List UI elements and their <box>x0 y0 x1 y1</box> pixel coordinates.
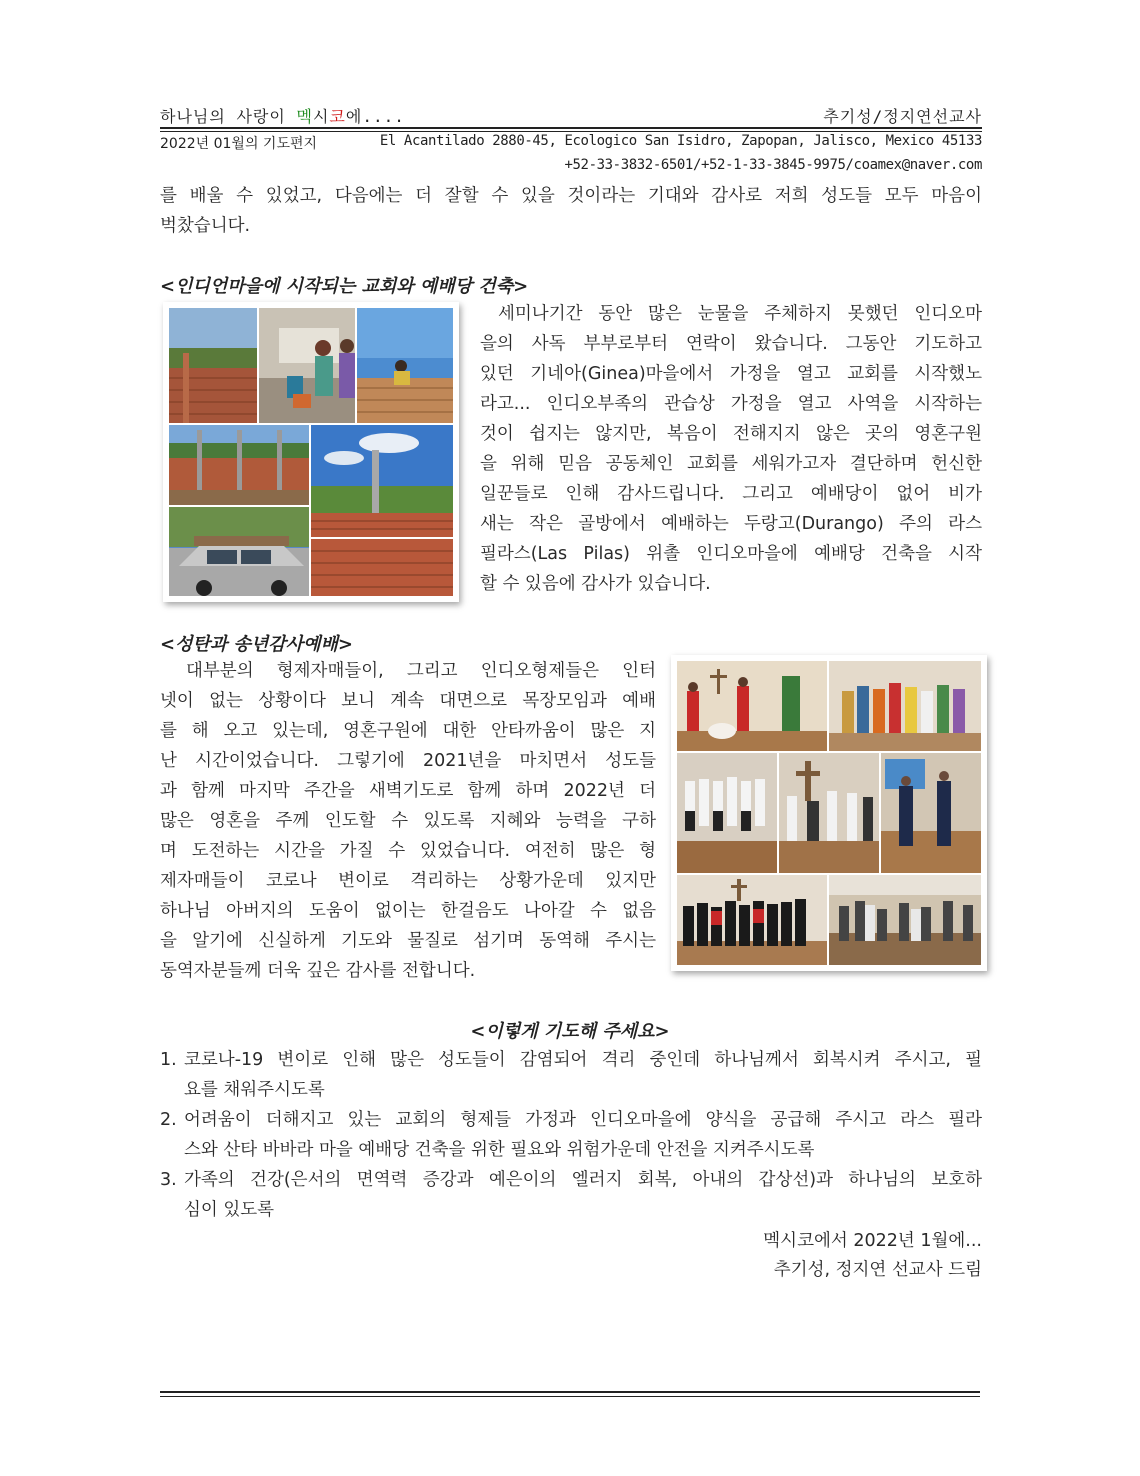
paragraph-line: 것이 쉽지는 않지만, 복음이 전해지지 않은 곳의 영혼구원 <box>480 424 982 444</box>
paragraph-line: 있던 기네아(Ginea)마을에서 가정을 열고 교회를 시작했노 <box>480 364 982 384</box>
letter-title <box>160 104 405 127</box>
signature-place-date: 멕시코에서 2022년 1월에... <box>763 1231 982 1251</box>
letter-subheader <box>160 133 982 153</box>
paragraph-line: 세미나기간 동안 많은 눈물을 주체하지 못했던 인디오마 <box>498 304 982 324</box>
header-divider <box>160 127 982 129</box>
prayer-item <box>160 1165 982 1225</box>
section-title-church-building: <인디언마을에 시작되는 교회와 예배당 건축> <box>160 276 529 297</box>
paragraph-line: 필라스(Las Pilas) 위촐 인디오마을에 예배당 건축을 시작 <box>480 544 982 564</box>
signature-names: 추기성, 정지연 선교사 드림 <box>773 1260 982 1280</box>
christmas-service-photo-collage <box>671 655 987 971</box>
paragraph-line: 라고... 인디오부족의 관습상 가정을 열고 사역을 시작하는 <box>480 394 982 414</box>
intro-line: 벅찼습니다. <box>160 216 251 236</box>
paragraph-line: 일꾼들로 인해 감사드립니다. 그리고 예배당이 없어 비가 <box>480 484 982 504</box>
letter-authors: 추기성/정지연선교사 <box>823 107 982 126</box>
paragraph-line: 를 해 오고 있는데, 영혼구원에 대한 안타까움이 많은 지 <box>160 721 656 741</box>
paragraph-line: 넷이 없는 상황이다 보니 계속 대면으로 목장모임과 예배 <box>160 691 656 711</box>
prayer-item-line: 가족의 건강(은서의 면역력 증강과 예은이의 엘러지 회복, 아내의 갑상선)과 하나님의 보호하 <box>184 1170 982 1190</box>
christmas-service-paragraph <box>160 656 656 986</box>
construction-collage-image <box>169 308 453 596</box>
mailing-address: El Acantilado 2880-45, Ecologico San Isidro, Zapopan, Jalisco, Mexico 45133 <box>379 133 982 149</box>
section-title-christmas-service: <성탄과 송년감사예배> <box>160 634 353 655</box>
christmas-collage-image <box>677 661 981 965</box>
paragraph-line: 을 알기에 신실하게 기도와 물질로 섬기며 동역해 주시는 <box>160 931 656 951</box>
prayer-item-line: 코로나-19 변이로 인해 많은 성도들이 감염되어 격리 중인데 하나님께서 회복시켜 주시고, 필 <box>184 1050 982 1070</box>
contact-info: +52-33-3832-6501/+52-1-33-3845-9975/coamex@naver.com <box>564 157 982 173</box>
title-prefix: 하나님의 사랑이 <box>160 107 297 126</box>
prayer-item-number: 3. <box>160 1170 177 1190</box>
title-red-char: 코 <box>329 107 346 126</box>
prayer-item <box>160 1105 982 1165</box>
title-suffix: 에.... <box>345 107 405 126</box>
prayer-requests-title: <이렇게 기도해 주세요> <box>470 1021 670 1042</box>
paragraph-line: 하나님 아버지의 도움이 없이는 한걸음도 나아갈 수 없음 <box>160 901 656 921</box>
paragraph-line: 대부분의 형제자매들이, 그리고 인디오형제들은 인터 <box>186 661 656 681</box>
paragraph-line: 제자매들이 코로나 변이로 격리하는 상황가운데 있지만 <box>160 871 656 891</box>
footer-divider <box>160 1391 980 1393</box>
paragraph-line: 을 위해 믿음 공동체인 교회를 세워가고자 결단하며 헌신한 <box>480 454 982 474</box>
paragraph-line: 을의 사독 부부로부터 연락이 왔습니다. 그동안 기도하고 <box>480 334 982 354</box>
prayer-item-number: 2. <box>160 1110 177 1130</box>
paragraph-line: 새는 작은 골방에서 예배하는 두랑고(Durango) 주의 라스 <box>480 514 982 534</box>
prayer-item-line: 요를 채워주시도록 <box>184 1080 325 1100</box>
footer-divider-thin <box>160 1396 980 1397</box>
prayer-item-line: 스와 산타 바바라 마을 예배당 건축을 위한 필요와 위험가운데 안전을 지켜주시도록 <box>184 1140 815 1160</box>
title-mid-char: 시 <box>312 107 330 126</box>
contact-row <box>160 157 982 177</box>
church-building-paragraph <box>480 299 982 599</box>
letter-label: 2022년 01월의 기도편지 <box>160 136 318 152</box>
intro-paragraph <box>160 181 982 241</box>
intro-line: 를 배울 수 있었고, 다음에는 더 잘할 수 있을 것이라는 기대와 감사로 저희 성도들 모두 마음이 <box>160 186 982 206</box>
prayer-item <box>160 1045 982 1105</box>
paragraph-line: 많은 영혼을 주께 인도할 수 있도록 지혜와 능력을 구하 <box>160 811 656 831</box>
paragraph-line: 할 수 있음에 감사가 있습니다. <box>480 574 711 594</box>
paragraph-line: 난 시간이었습니다. 그렇기에 2021년을 마치면서 성도들 <box>160 751 656 771</box>
prayer-item-line: 어려움이 더해지고 있는 교회의 형제들 가정과 인디오마을에 양식을 공급해 주시고 라스 필라 <box>184 1110 982 1130</box>
paragraph-line: 과 함께 마지막 주간을 새벽기도로 함께 하며 2022년 더 <box>160 781 656 801</box>
prayer-requests-list <box>160 1045 982 1225</box>
title-green-char: 멕 <box>296 107 313 126</box>
prayer-item-line: 심이 있도록 <box>184 1200 275 1220</box>
header-divider-thin <box>160 131 982 132</box>
prayer-item-number: 1. <box>160 1050 177 1070</box>
paragraph-line: 며 도전하는 시간을 가질 수 있었습니다. 여전히 많은 형 <box>160 841 656 861</box>
paragraph-line: 동역자분들께 더욱 깊은 감사를 전합니다. <box>160 961 476 981</box>
letter-header <box>160 102 982 128</box>
construction-photo-collage <box>163 302 459 602</box>
